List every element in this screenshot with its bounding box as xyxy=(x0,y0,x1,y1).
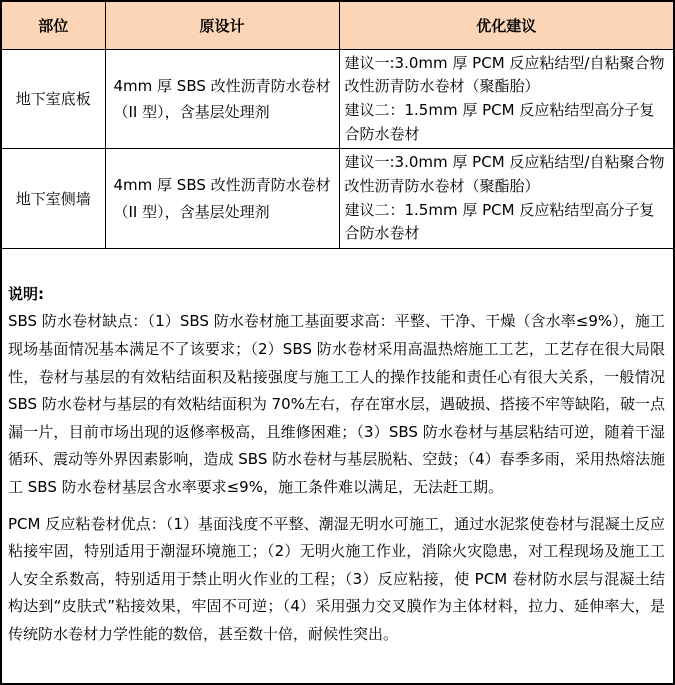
table-row-basement-floor xyxy=(1,49,674,149)
suggestion-option-2: 建议二：1.5mm 厚 PCM 反应粘结型高分子复合防水卷材 xyxy=(344,100,655,143)
location-cell: 地下室底板 xyxy=(1,49,105,149)
header-part: 部位 xyxy=(1,1,105,49)
notes-paragraph-pcm-advantages: PCM 反应粘卷材优点：（1）基面浅度不平整、潮湿无明水可施工，通过水泥浆使卷材与混凝土反应粘接牢固，特别适用于潮湿环境施工；（2）无明火施工作业，消除火灾隐患，对工程现场及施工工人安全系数高，特别适用于禁止明火作业的工程；（3）反应粘接，使 PCM 卷材防水层与混凝土结构达到“皮肤式”粘接效果，牢固不可逆；（4）采用强力交叉膜作为主体材料，拉力、延伸率大，是传统防水卷材力学性能的数倍，甚至数十倍，耐候性突出。 xyxy=(8,514,665,643)
suggestion-option-1: 建议一:3.0mm 厚 PCM 反应粘结型/自粘聚合物改性沥青防水卷材（聚酯胎） xyxy=(344,153,665,195)
table-header-row xyxy=(1,1,674,49)
notes-title: 说明: xyxy=(8,285,44,304)
header-optimization-suggestion: 优化建议 xyxy=(339,1,674,49)
suggestion-option-2: 建议二：1.5mm 厚 PCM 反应粘结型高分子复合防水卷材 xyxy=(344,200,655,243)
original-design-cell: 4mm 厚 SBS 改性沥青防水卷材（II 型），含基层处理剂 xyxy=(105,149,339,249)
original-design-cell: 4mm 厚 SBS 改性沥青防水卷材（II 型），含基层处理剂 xyxy=(105,49,339,149)
notes-cell xyxy=(1,249,674,685)
header-original-design: 原设计 xyxy=(105,1,339,49)
location-cell: 地下室侧墙 xyxy=(1,149,105,249)
suggestion-option-1: 建议一:3.0mm 厚 PCM 反应粘结型/自粘聚合物改性沥青防水卷材（聚酯胎） xyxy=(344,53,665,96)
notes-row xyxy=(1,249,674,685)
table-row-basement-wall xyxy=(1,149,674,249)
suggestion-cell xyxy=(339,149,674,249)
notes-paragraph-sbs-disadvantages: SBS 防水卷材缺点：（1）SBS 防水卷材施工基面要求高：平整、干净、干燥（含水率≤9%），施工现场基面情况基本满足不了该要求；（2）SBS 防水卷材采用高温热熔施工工艺，工艺存在很大局限性，卷材与基层的有效粘结面积及粘接强度与施工工人的操作技能和责任心有很大关系，一般情况 SBS 防水卷材与基层的有效粘结面积为 70%左右，存在窜水层，遇破损、搭接不牢等缺陷，破一点漏一片，目前市场出现的返修率极高，且维修困难；（3）SBS 防水卷材与基层粘结可逆，随着干湿循环、震动等外界因素影响，造成 SBS 防水卷材与基层脱粘、空鼓；（4）春季多雨，采用热熔法施工 SBS 防水卷材基层含水率要求≤9%，施工条件难以满足，无法赶工期。 xyxy=(8,312,665,496)
suggestion-cell xyxy=(339,49,674,149)
